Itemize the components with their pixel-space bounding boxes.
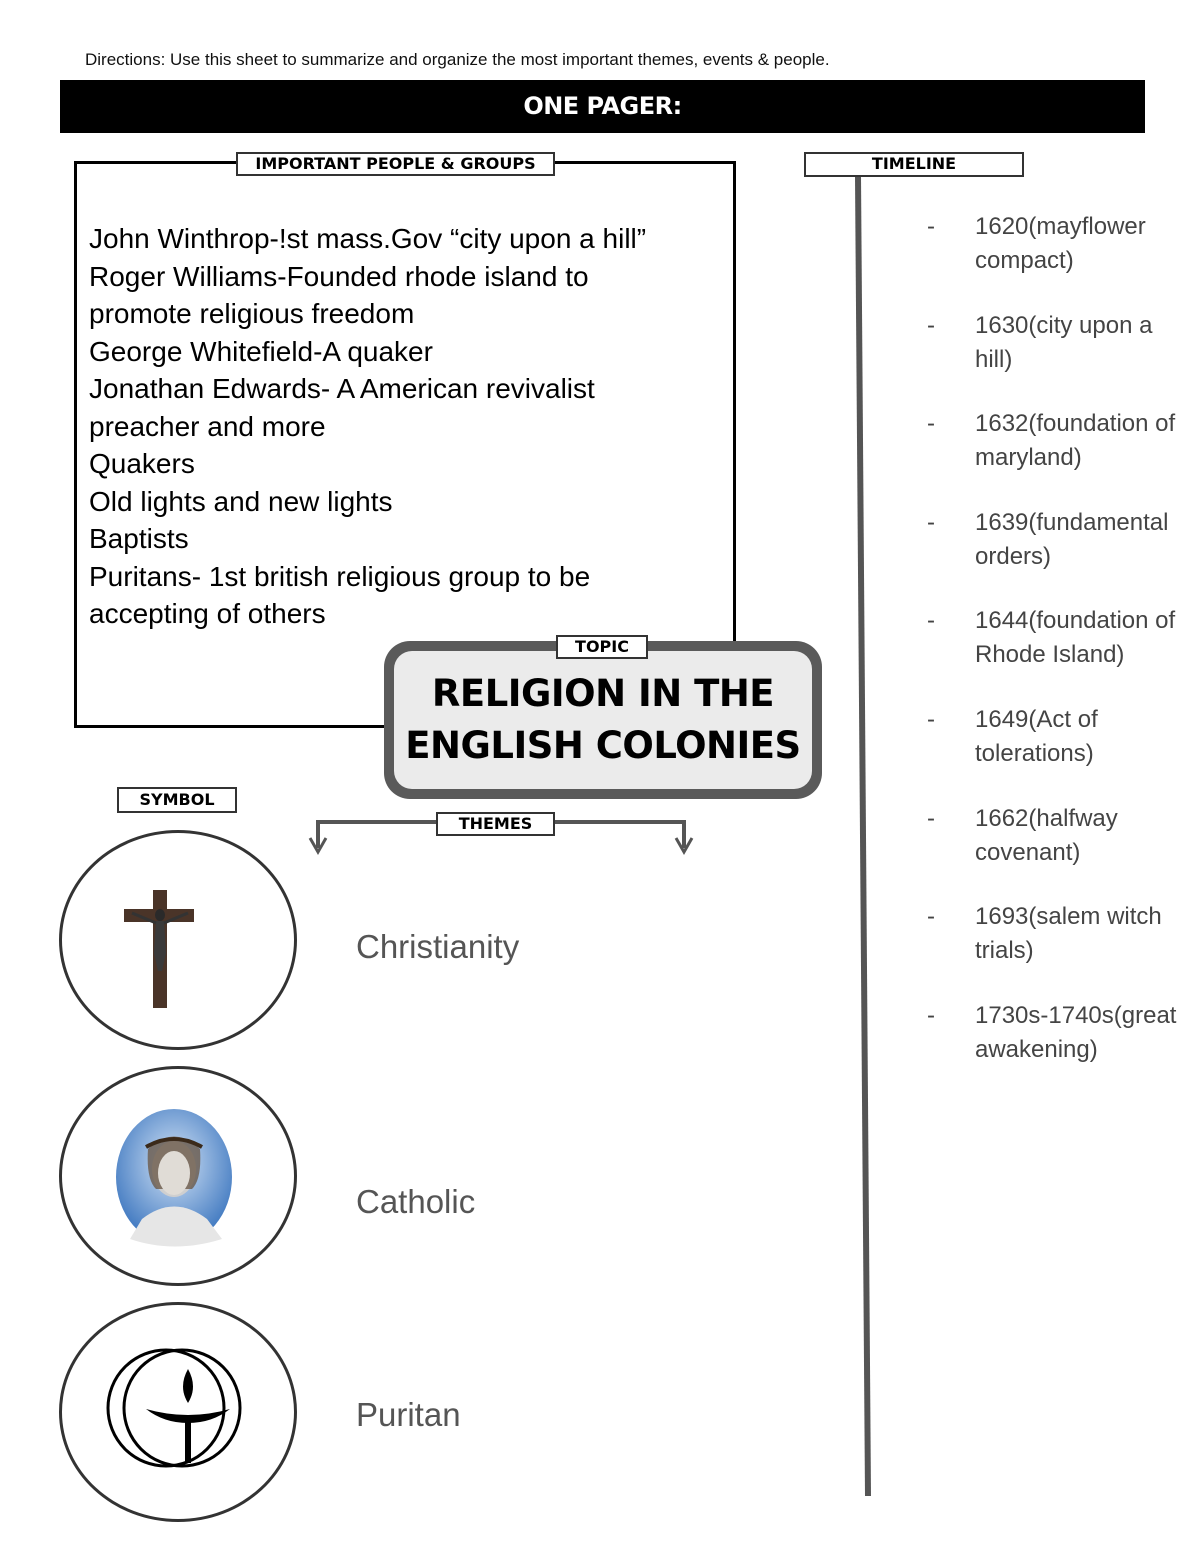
timeline-item: - 1649(Act of tolerations) xyxy=(927,705,1098,767)
topic-box xyxy=(384,641,822,799)
jesus-portrait-icon xyxy=(62,1069,294,1283)
timeline-list xyxy=(925,210,1195,1097)
people-line: Baptists xyxy=(89,523,189,554)
themes-label: THEMES xyxy=(436,812,555,836)
timeline-item: - 1662(halfway covenant) xyxy=(927,804,1118,866)
crucifix-icon xyxy=(62,833,294,1047)
timeline-item: - 1632(foundation of maryland) xyxy=(927,410,1176,472)
topic-title-line: RELIGION IN THE xyxy=(431,672,775,715)
timeline-item: - 1693(salem witch trials) xyxy=(927,903,1162,965)
timeline-item: - 1630(city upon a hill) xyxy=(927,311,1153,373)
topic-label: TOPIC xyxy=(556,635,648,659)
people-line: John Winthrop-!st mass.Gov “city upon a hill” xyxy=(89,223,647,254)
people-line: accepting of others xyxy=(89,598,326,629)
theme-label: Puritan xyxy=(356,1396,461,1433)
flaming-chalice-icon xyxy=(62,1305,294,1519)
symbol-label: SYMBOL xyxy=(117,787,237,813)
people-section-label: IMPORTANT PEOPLE & GROUPS xyxy=(236,152,555,176)
people-line: preacher and more xyxy=(89,410,326,442)
theme-label: Catholic xyxy=(356,1183,476,1220)
symbol-circle xyxy=(59,1066,297,1286)
one-pager-banner: ONE PAGER: xyxy=(60,80,1145,133)
timeline-item: - 1644(foundation of Rhode Island) xyxy=(927,607,1176,669)
people-line: George Whitefield-A quaker xyxy=(89,335,433,367)
topic-title-line: ENGLISH COLONIES xyxy=(405,724,801,767)
people-line: Old lights and new lights xyxy=(89,485,393,517)
timeline-line xyxy=(855,176,875,1498)
people-line: Roger Williams-Founded rhode island to xyxy=(89,260,589,292)
people-line: Jonathan Edwards- A American revivalist xyxy=(89,373,595,404)
timeline-item: - 1639(fundamental orders) xyxy=(927,508,1169,570)
timeline-label: TIMELINE xyxy=(804,152,1024,177)
directions-text: Directions: Use this sheet to summarize and organize the most important themes, events & people. xyxy=(85,50,830,69)
symbol-circle xyxy=(59,1302,297,1522)
theme-label: Christianity xyxy=(356,928,520,965)
symbol-circle xyxy=(59,830,297,1050)
timeline-item: - 1730s-1740s(great awakening) xyxy=(927,1001,1177,1063)
people-line: promote religious freedom xyxy=(89,298,415,329)
people-list xyxy=(89,220,729,633)
people-line: Puritans- 1st british religious group to be xyxy=(89,560,591,592)
people-line: Quakers xyxy=(89,448,195,479)
timeline-item: - 1620(mayflower compact) xyxy=(927,213,1146,274)
topic-title xyxy=(405,668,800,772)
